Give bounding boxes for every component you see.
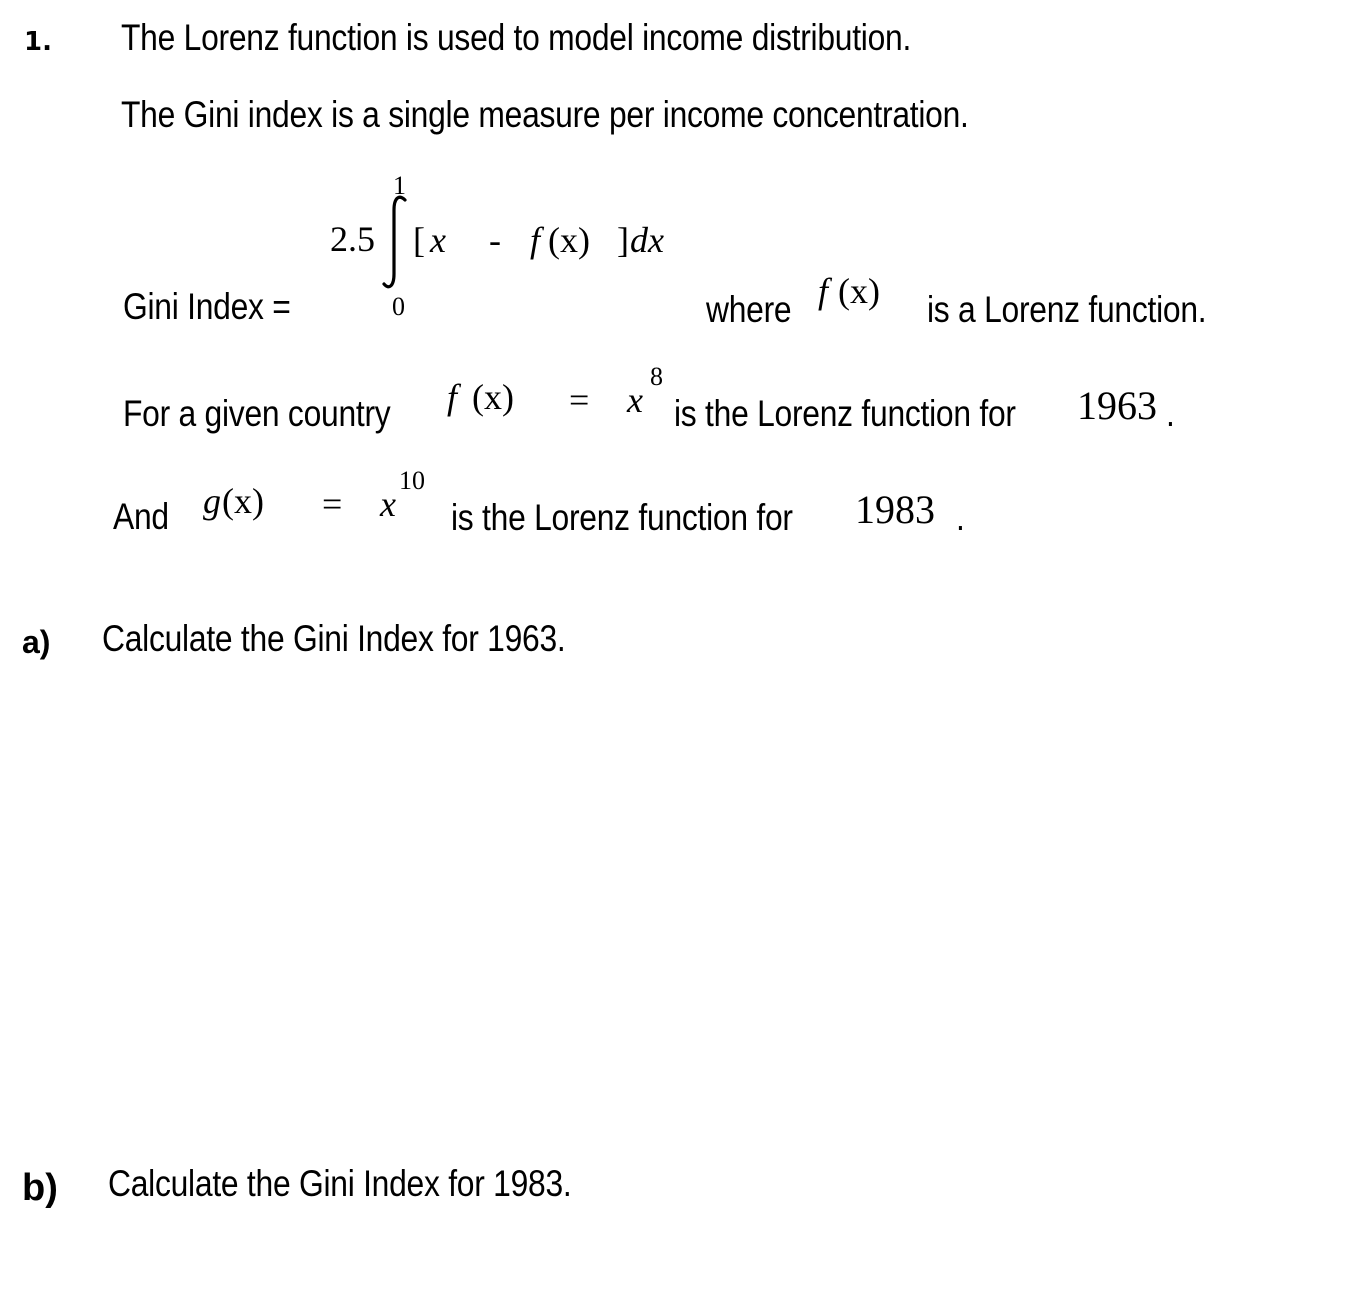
intro-line-1: The Lorenz function is used to model income distribution. [121, 17, 912, 58]
part-a-label: a) [22, 624, 51, 660]
period-1983: . [956, 497, 965, 538]
exponent-8: 8 [650, 362, 663, 391]
integral-sign-icon [381, 194, 411, 290]
formula-dx: dx [630, 220, 664, 260]
part-b-question: Calculate the Gini Index for 1983. [108, 1163, 572, 1204]
country-paren: (x) [472, 377, 514, 417]
formula-paren: (x) [548, 220, 590, 260]
where-paren: (x) [838, 271, 880, 311]
exponent-base-x-2: x [380, 484, 396, 524]
lorenz-for-1963-text: is the Lorenz function for [674, 393, 1016, 434]
exponent-base-x: x [627, 380, 643, 420]
formula-f: f [530, 220, 541, 260]
formula-minus: - [489, 220, 501, 260]
g-function: g [203, 481, 221, 521]
where-text: where [706, 289, 792, 330]
g-paren: (x) [222, 481, 264, 521]
exponent-10: 10 [399, 466, 425, 495]
country-f: f [447, 377, 458, 417]
gini-index-label: Gini Index = [123, 286, 291, 327]
formula-close-bracket: ] [617, 220, 629, 260]
equals-sign-2: = [322, 484, 343, 524]
integral-upper-limit: 1 [393, 171, 406, 200]
year-1983: 1983 [855, 487, 935, 532]
equals-sign: = [569, 380, 590, 420]
part-b-label: b) [22, 1167, 58, 1209]
formula-x: x [430, 220, 446, 260]
formula-open-bracket: [ [413, 220, 425, 260]
integral-lower-limit: 0 [392, 292, 405, 321]
lorenz-for-1983-text: is the Lorenz function for [451, 497, 793, 538]
formula-coefficient: 2.5 [330, 219, 375, 259]
problem-number: 1. [24, 27, 52, 57]
part-a-question: Calculate the Gini Index for 1963. [102, 618, 566, 659]
country-text: For a given country [123, 393, 391, 434]
year-1963: 1963 [1077, 383, 1157, 428]
intro-line-2: The Gini index is a single measure per income concentration. [121, 94, 969, 135]
period-1963: . [1166, 393, 1175, 434]
where-f: f [818, 271, 829, 311]
and-text: And [113, 496, 169, 537]
lorenz-function-text: is a Lorenz function. [927, 289, 1207, 330]
